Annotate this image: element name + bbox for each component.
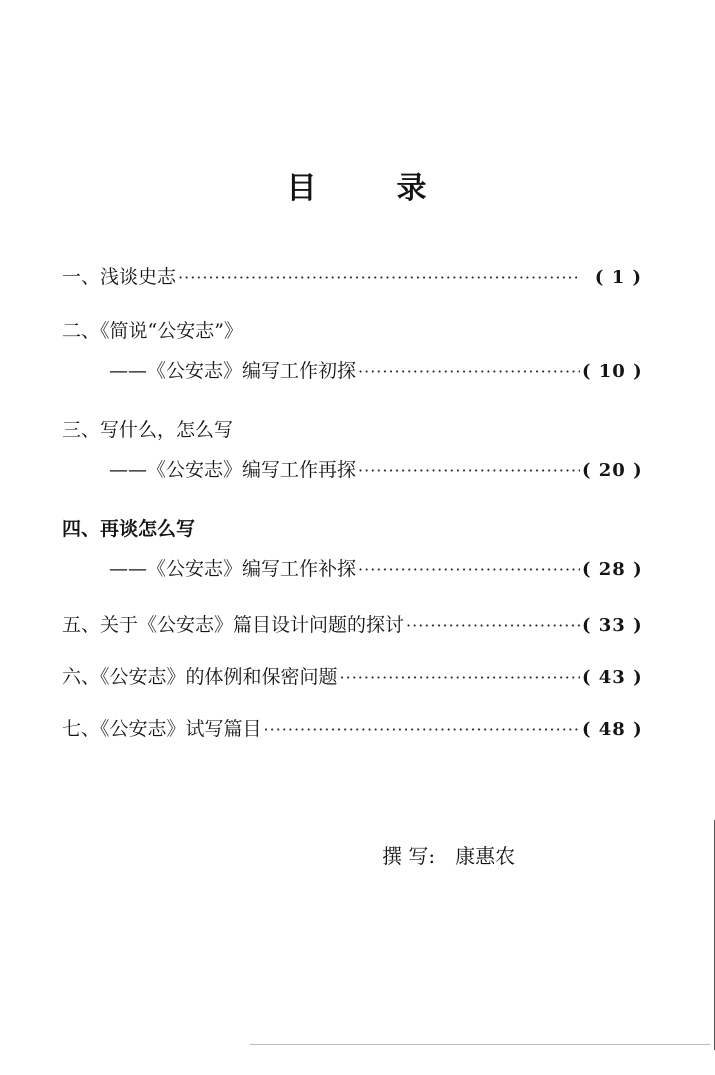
toc-entry-5[interactable] xyxy=(62,610,642,644)
toc-entry-title: 三、写什么，怎么写 xyxy=(62,419,234,441)
toc-entry-7[interactable] xyxy=(62,714,642,748)
leader-dots xyxy=(340,668,580,687)
toc-entry-title: 二、《简说“公安志”》 xyxy=(62,320,243,342)
toc-page-number: ( 1 ) xyxy=(594,267,642,288)
title-char-1: 目 xyxy=(286,171,319,206)
leader-dots xyxy=(178,268,580,287)
toc-entry-line xyxy=(62,514,642,548)
toc-entry-line xyxy=(62,415,642,449)
toc-page-number: ( 28 ) xyxy=(582,559,643,580)
toc-entry-subline xyxy=(62,455,642,489)
toc-entry-subtitle: ——《公安志》编写工作初探 xyxy=(109,360,357,382)
toc-entry-line xyxy=(62,262,642,296)
table-of-contents xyxy=(62,262,643,740)
leader-dots xyxy=(358,362,580,381)
toc-entry-4[interactable] xyxy=(62,514,642,588)
toc-page-number: ( 43 ) xyxy=(582,667,643,688)
toc-entry-title: 五、关于《公安志》篇目设计问题的探讨 xyxy=(62,614,405,636)
author-name: 康惠农 xyxy=(455,844,516,868)
toc-entry-line xyxy=(62,662,642,696)
toc-page-number: ( 10 ) xyxy=(582,361,643,382)
leader-dots xyxy=(406,616,580,635)
toc-entry-subline xyxy=(62,356,642,390)
toc-entry-line xyxy=(62,610,642,644)
toc-entry-title: 四、再谈怎么写 xyxy=(62,518,196,540)
toc-entry-subline xyxy=(62,554,642,588)
leader-dots xyxy=(358,461,580,480)
toc-entry-1[interactable] xyxy=(62,262,642,296)
title-char-2: 录 xyxy=(396,171,429,206)
toc-entry-title: 六、《公安志》的体例和保密问题 xyxy=(62,666,338,688)
leader-dots xyxy=(358,560,580,579)
toc-entry-line xyxy=(62,316,642,350)
author-credit xyxy=(382,840,515,869)
toc-entry-3[interactable] xyxy=(62,415,642,489)
author-label: 撰 写: xyxy=(382,844,436,868)
toc-entry-subtitle: ——《公安志》编写工作补探 xyxy=(109,558,357,580)
toc-page-number: ( 48 ) xyxy=(582,719,643,740)
toc-page-number: ( 20 ) xyxy=(582,460,643,481)
toc-entry-6[interactable] xyxy=(62,662,642,696)
toc-entry-2[interactable] xyxy=(62,316,642,390)
toc-entry-line xyxy=(62,714,642,748)
scan-bottom-line xyxy=(250,1044,710,1045)
leader-dots xyxy=(264,720,580,739)
toc-page-number: ( 33 ) xyxy=(582,615,643,636)
toc-entry-subtitle: ——《公安志》编写工作再探 xyxy=(109,459,357,481)
toc-entry-title: 七、《公安志》试写篇目 xyxy=(62,718,262,740)
page-title xyxy=(0,163,715,207)
toc-entry-title: 一、浅谈史志 xyxy=(62,266,177,288)
